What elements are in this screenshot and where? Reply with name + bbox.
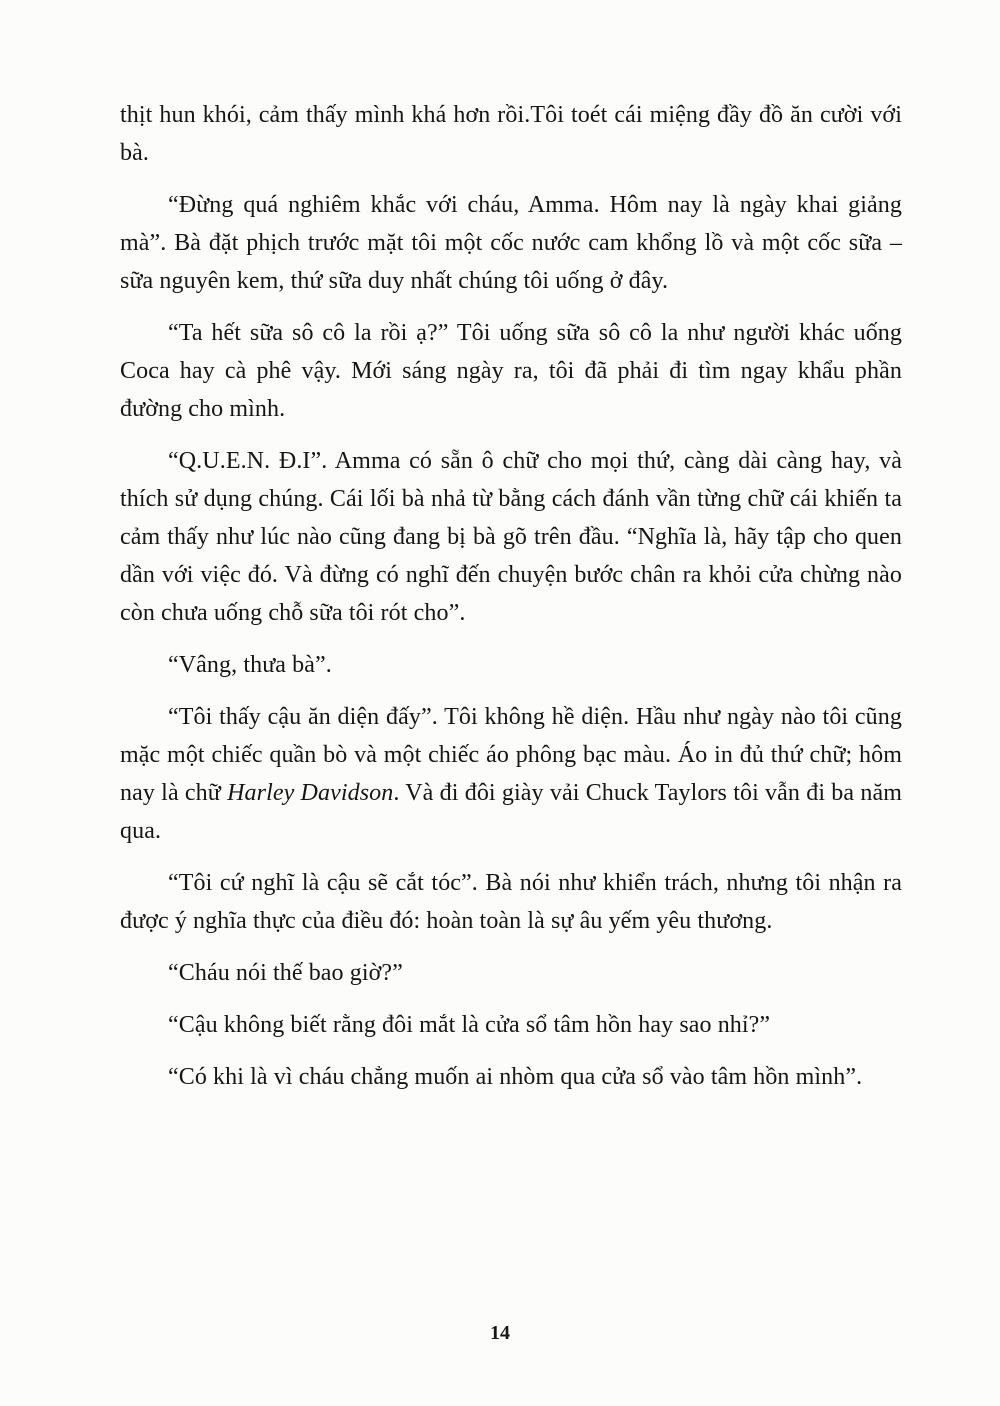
page-number: 14 [490, 1322, 510, 1344]
paragraph: “Có khi là vì cháu chẳng muốn ai nhòm qua cửa sổ vào tâm hồn mình”. [168, 1064, 863, 1090]
paragraph-text: . Và đi đôi giày vải Chuck Taylors tôi vẫn đi ba năm qua. [120, 780, 902, 844]
paragraph: “Q.U.E.N. Đ.I”. Amma có sẵn ô chữ cho mọi thứ, càng dài càng hay, và thích sử dụng chúng. Cái lối bà nhả từ bằng cách đánh vần từng chữ cái khiến ta cảm thấy như lúc nào cũng đang bị bà gõ trên đầu. “Nghĩa là, hãy tập cho quen dần với việc đó. Và đừng có nghĩ đến chuyện bước chân ra khỏi cửa chừng nào còn chưa uống chỗ sữa tôi rót cho”. [120, 448, 902, 626]
paragraph-text: “Tôi thấy cậu ăn diện đấy”. Tôi không hề diện. Hầu như ngày nào tôi cũng mặc một chiếc quần bò và một chiếc áo phông bạc màu. Áo in đủ thứ chữ; hôm nay là chữ [120, 704, 902, 806]
paragraph: “Cậu không biết rằng đôi mắt là cửa sổ tâm hồn hay sao nhỉ?” [168, 1012, 771, 1038]
paragraph: “Đừng quá nghiêm khắc với cháu, Amma. Hôm nay là ngày khai giảng mà”. Bà đặt phịch trước mặt tôi một cốc nước cam khổng lồ và một cốc sữa – sữa nguyên kem, thứ sữa duy nhất chúng tôi uống ở đây. [120, 192, 902, 294]
paragraph: “Vâng, thưa bà”. [168, 652, 332, 678]
paragraph-text-italic: Harley Davidson [227, 780, 394, 806]
paragraph: “Cháu nói thế bao giờ?” [168, 960, 403, 986]
paragraph-continuation: thịt hun khói, cảm thấy mình khá hơn rồi.Tôi toét cái miệng đầy đồ ăn cười với bà. [120, 102, 902, 166]
paragraph: “Tôi cứ nghĩ là cậu sẽ cắt tóc”. Bà nói như khiển trách, nhưng tôi nhận ra được ý nghĩa thực của điều đó: hoàn toàn là sự âu yếm yêu thương. [120, 870, 902, 934]
paragraph: “Ta hết sữa sô cô la rồi ạ?” Tôi uống sữa sô cô la như người khác uống Coca hay cà phê vậy. Mới sáng ngày ra, tôi đã phải đi tìm ngay khẩu phần đường cho mình. [120, 320, 902, 422]
paragraph [120, 698, 902, 850]
